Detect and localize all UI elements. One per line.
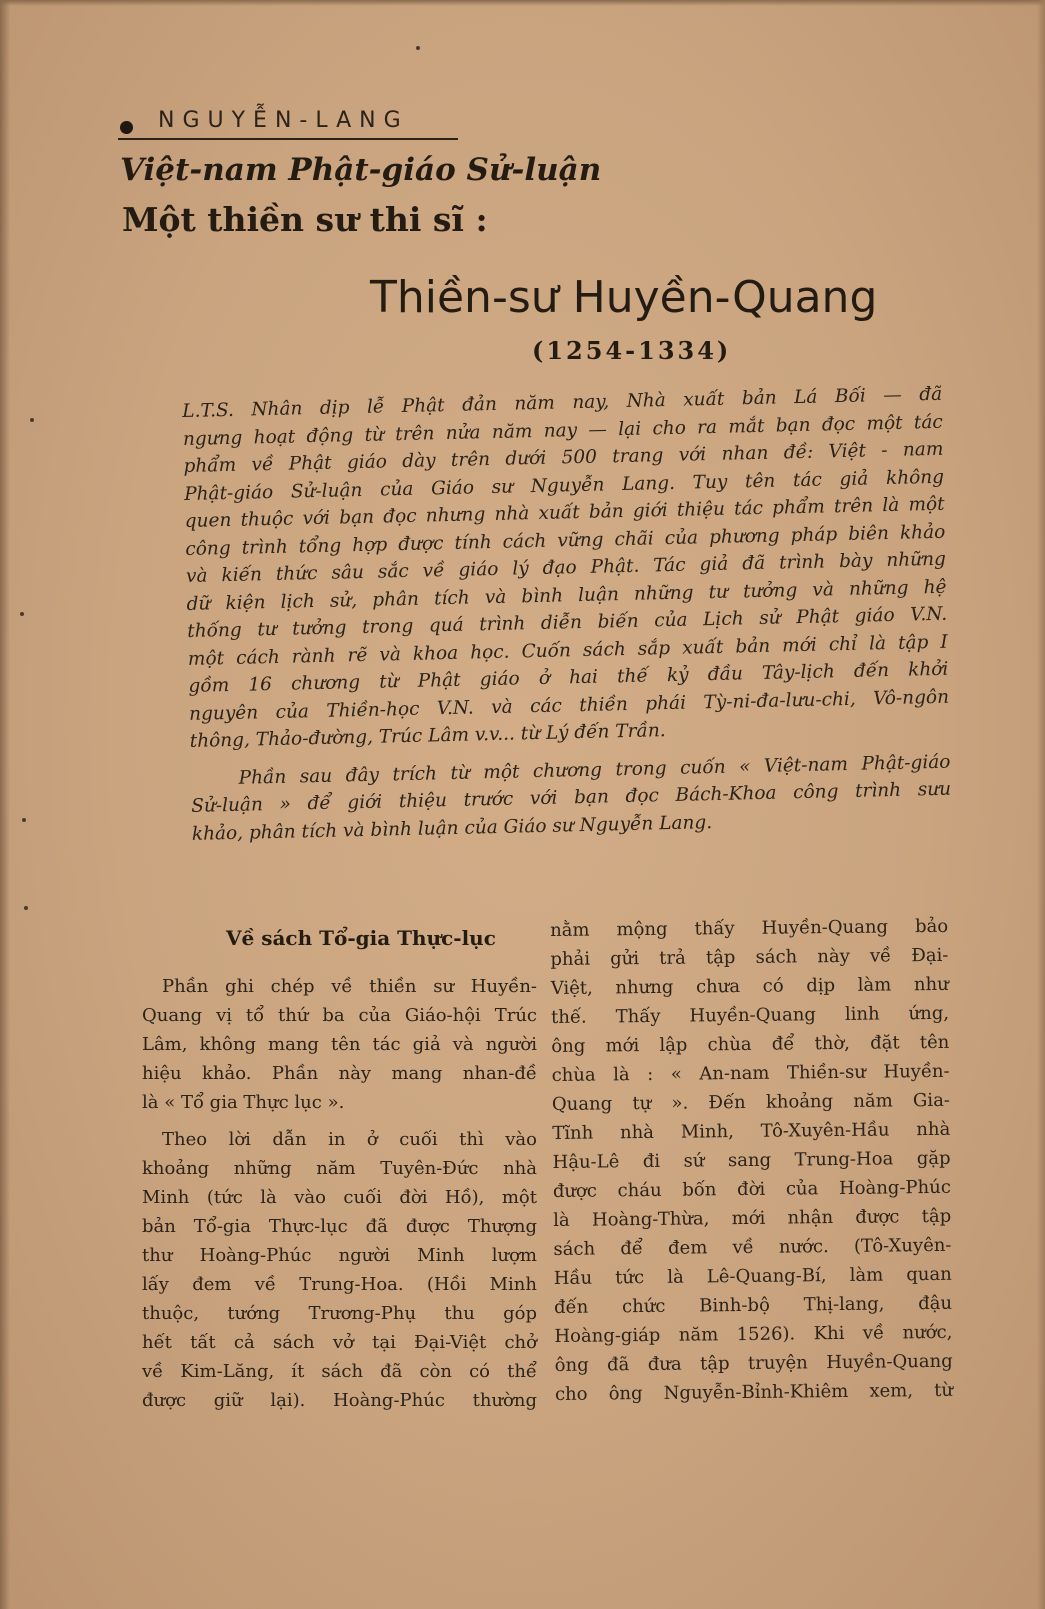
text-line: lấy đem về Trung-Hoa. (Hồi Minh xyxy=(142,1274,537,1295)
text-line: là « Tổ gia Thực lục ». xyxy=(142,1092,345,1113)
text-line: Minh (tức là vào cuối đời Hồ), một xyxy=(142,1187,537,1208)
text-line: phẩm về Phật giáo dày trên dưới 500 trang với nhan đề: Việt - nam xyxy=(183,438,944,477)
text-line: công trình tổng hợp được tính cách vững chãi của phương pháp biên khảo xyxy=(185,521,946,560)
text-line: sách để đem về nước. (Tô-Xuyên- xyxy=(553,1234,952,1260)
text-line: thống tư tưởng trong quá trình diễn biến của Lịch sử Phật giáo V.N. xyxy=(187,603,948,642)
text-line: Phật-giáo Sử-luận của Giáo sư Nguyễn Lang. Tuy tên tác giả không xyxy=(183,466,945,505)
section-heading: Về sách Tổ-gia Thực-lục xyxy=(226,926,496,950)
text-line: cho ông Nguyễn-Bỉnh-Khiêm xem, từ xyxy=(554,1379,954,1405)
editor-note-paragraph xyxy=(190,748,952,848)
text-line: Tĩnh nhà Minh, Tô-Xuyên-Hầu nhà xyxy=(552,1118,951,1144)
text-line: thế. Thấy Huyền-Quang linh ứng, xyxy=(550,1002,950,1028)
text-line: gồm 16 chương từ Phật giáo ở hai thế kỷ đầu Tây-lịch đến khởi xyxy=(188,658,949,697)
text-line: nguyên của Thiền-học V.N. và các thiền phái Tỳ-ni-đa-lưu-chi, Vô-ngôn xyxy=(188,686,950,725)
body-paragraph xyxy=(142,972,537,1117)
editor-note-paragraph xyxy=(182,381,950,756)
text-line: Sử-luận » để giới thiệu trước với bạn đọc Bách-Khoa công trình sưu xyxy=(191,778,952,817)
text-line: hết tất cả sách vở tại Đại-Việt chở xyxy=(142,1332,537,1353)
text-line: L.T.S. Nhân dịp lễ Phật đản năm nay, Nhà xuất bản Lá Bối — đã xyxy=(182,383,943,422)
text-line: được giữ lại). Hoàng-Phúc thường xyxy=(142,1390,537,1411)
text-line: Phần sau đây trích từ một chương trong cuốn « Việt-nam Phật-giáo xyxy=(238,751,951,789)
text-line: và kiến thức sâu sắc về giáo lý đạo Phật. Tác giả đã trình bày những xyxy=(185,548,947,587)
paper-speck xyxy=(30,418,34,422)
text-line: ông mới lập chùa để thờ, đặt tên xyxy=(551,1031,950,1057)
text-line: được cháu bốn đời của Hoàng-Phúc xyxy=(552,1176,951,1202)
text-line: Hậu-Lê đi sứ sang Trung-Hoa gặp xyxy=(552,1147,951,1173)
text-line: thông, Thảo-đường, Trúc Lâm v.v... từ Lý đến Trần. xyxy=(189,720,666,752)
page-edge-shadow-top xyxy=(0,0,1045,6)
text-line: Quang tự ». Đến khoảng năm Gia- xyxy=(551,1089,951,1115)
paper-speck xyxy=(22,818,26,822)
bullet-icon xyxy=(120,121,133,134)
body-column-right xyxy=(550,912,953,1409)
text-line: hiệu khảo. Phần này mang nhan-đề xyxy=(142,1063,537,1084)
text-line: thư Hoàng-Phúc người Minh lượm xyxy=(142,1245,537,1266)
text-line: ông đã đưa tập truyện Huyền-Quang xyxy=(554,1350,953,1376)
text-line: quen thuộc với bạn đọc nhưng nhà xuất bản giới thiệu tác phẩm trên là một xyxy=(184,493,945,532)
text-line: Việt, nhưng chưa có dịp làm như xyxy=(550,973,949,999)
author-name: NGUYỄN-LANG xyxy=(158,108,409,133)
text-line: chùa là : « An-nam Thiền-sư Huyền- xyxy=(551,1060,950,1086)
article-subtitle: Một thiền sư thi sĩ : xyxy=(122,200,488,239)
column-text xyxy=(142,972,537,1415)
text-line: về Kim-Lăng, ít sách đã còn có thể xyxy=(142,1361,537,1382)
text-line: một cách rành rẽ và khoa học. Cuốn sách sắp xuất bản mới chỉ là tập I xyxy=(187,631,948,670)
text-line: bản Tổ-gia Thực-lục đã được Thượng xyxy=(142,1216,537,1237)
text-line: phải gửi trả tập sách này về Đại- xyxy=(550,944,949,970)
paper-speck xyxy=(416,46,420,50)
paper-speck xyxy=(24,906,28,910)
text-line: thuộc, tướng Trương-Phụ thu góp xyxy=(142,1303,537,1324)
paper-speck xyxy=(20,612,24,616)
text-line: đến chức Binh-bộ Thị-lang, đậu xyxy=(553,1292,953,1318)
text-line: Phần ghi chép về thiền sư Huyền- xyxy=(162,976,537,997)
text-line: khoảng những năm Tuyên-Đức nhà xyxy=(142,1158,537,1179)
text-line: Quang vị tổ thứ ba của Giáo-hội Trúc xyxy=(142,1005,537,1026)
author-byline xyxy=(118,108,458,140)
text-line: là Hoàng-Thừa, mới nhận được tập xyxy=(553,1205,952,1231)
text-line: dữ kiện lịch sử, phân tích và bình luận những tư tưởng và những hệ xyxy=(186,576,947,615)
editor-note xyxy=(182,381,952,848)
article-title: Thiền-sư Huyền-Quang xyxy=(370,272,878,323)
page-edge-shadow xyxy=(0,0,10,1609)
text-line: ngưng hoạt động từ trên nửa năm nay — lại cho ra mắt bạn đọc một tác xyxy=(182,411,943,450)
text-line: Hầu tức là Lê-Quang-Bí, làm quan xyxy=(553,1263,952,1289)
page-edge-shadow-right xyxy=(1037,0,1045,1609)
series-title: Việt-nam Phật-giáo Sử-luận xyxy=(120,152,602,188)
text-line: nằm mộng thấy Huyền-Quang bảo xyxy=(550,915,949,941)
text-line: Theo lời dẫn in ở cuối thì vào xyxy=(162,1129,537,1150)
body-paragraph xyxy=(142,1125,537,1415)
article-dates: (1254-1334) xyxy=(532,336,732,365)
text-line: Lâm, không mang tên tác giả và người xyxy=(142,1034,537,1055)
text-line: khảo, phân tích và bình luận của Giáo sư Nguyễn Lang. xyxy=(191,811,713,845)
text-line: Hoàng-giáp năm 1526). Khi về nước, xyxy=(554,1321,953,1347)
